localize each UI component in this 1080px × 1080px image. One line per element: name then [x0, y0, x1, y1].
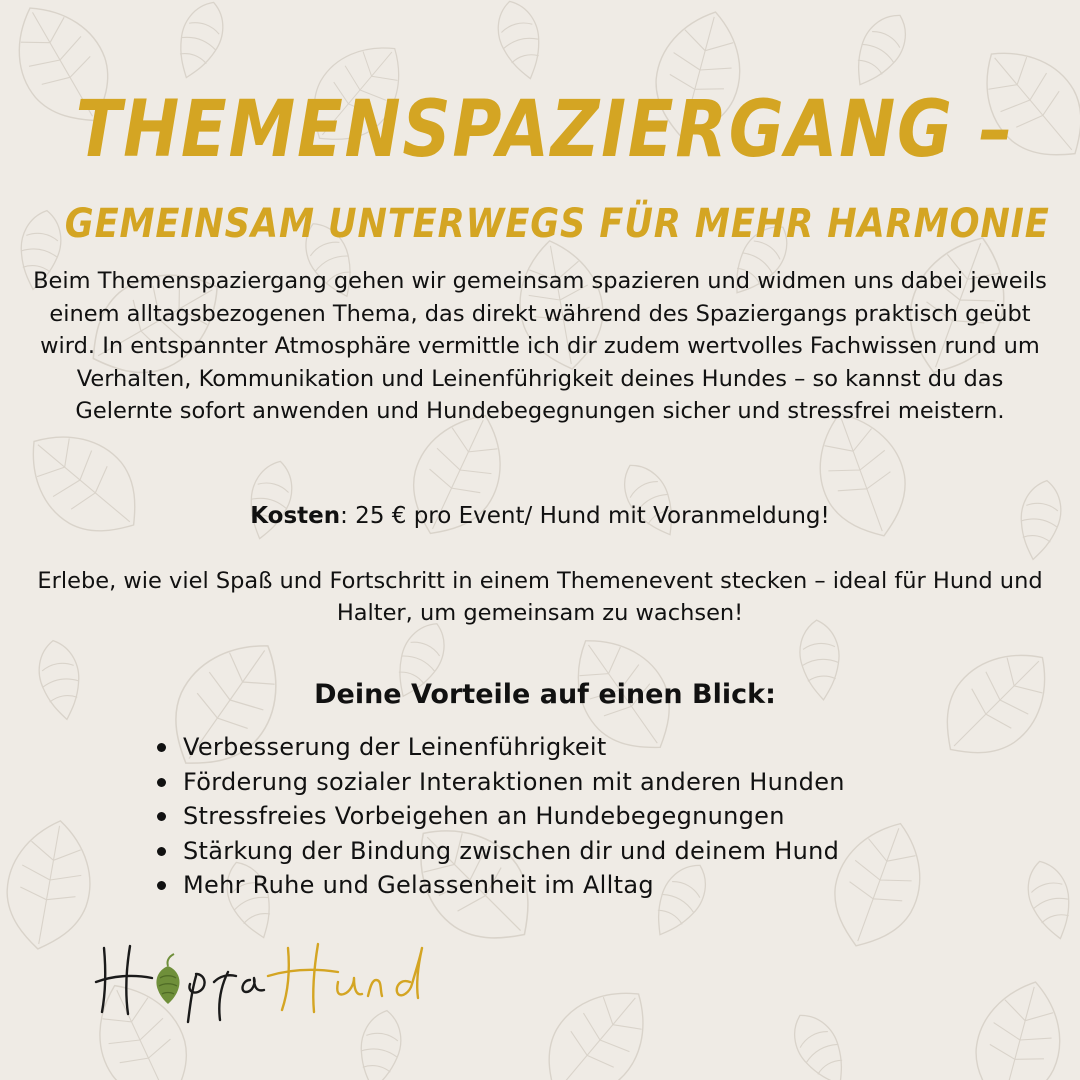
- bullet-icon: [157, 847, 166, 856]
- bullet-icon: [157, 743, 166, 752]
- list-item: [155, 834, 845, 869]
- benefit-text: Stärkung der Bindung zwischen dir und deinem Hund: [183, 836, 840, 865]
- bullet-icon: [157, 778, 166, 787]
- list-item: [155, 868, 845, 903]
- benefit-text: Förderung sozialer Interaktionen mit anderen Hunden: [183, 767, 845, 796]
- hop-cone-icon: [156, 954, 179, 1004]
- benefit-text: Mehr Ruhe und Gelassenheit im Alltag: [183, 871, 654, 899]
- list-item: [155, 765, 845, 800]
- page-subtitle: GEMEINSAM UNTERWEGS FÜR MEHR HARMONIE: [64, 201, 1050, 247]
- list-item: [155, 799, 845, 834]
- benefit-text: Stressfreies Vorbeigehen an Hundebegegnungen: [183, 802, 785, 830]
- benefit-text: Verbesserung der Leinenführigkeit: [183, 733, 607, 761]
- costs-line: [0, 500, 1080, 532]
- list-item: [155, 730, 845, 765]
- benefits-heading: Deine Vorteile auf einen Blick:: [314, 679, 776, 710]
- experience-paragraph: Erlebe, wie viel Spaß und Fortschritt in einem Themenevent stecken – ideal für Hund und Halter, um gemeinsam zu wachsen!: [37, 568, 1043, 626]
- costs-label: Kosten: [250, 503, 341, 529]
- benefits-list: [155, 730, 845, 903]
- intro-paragraph: Beim Themenspaziergang gehen wir gemeinsam spazieren und widmen uns dabei jeweils einem alltagsbezogenen Thema, das direkt während des Spaziergangs praktisch geübt wird. In entspannter Atmosphäre vermittle ich dir zudem wertvolles Fachwissen rund um Verhalten, Kommunikation und Leinenführigkeit deines Hundes – so kannst du das Gelernte sofort anwenden und Hundebegegnungen sicher und stressfrei meistern.: [33, 268, 1047, 424]
- page-title: THEMENSPAZIERGANG –: [75, 85, 1015, 175]
- hopfahund-logo: [92, 930, 432, 1030]
- bullet-icon: [157, 812, 166, 821]
- bullet-icon: [157, 881, 166, 890]
- costs-text: : 25 € pro Event/ Hund mit Voranmeldung!: [340, 503, 830, 529]
